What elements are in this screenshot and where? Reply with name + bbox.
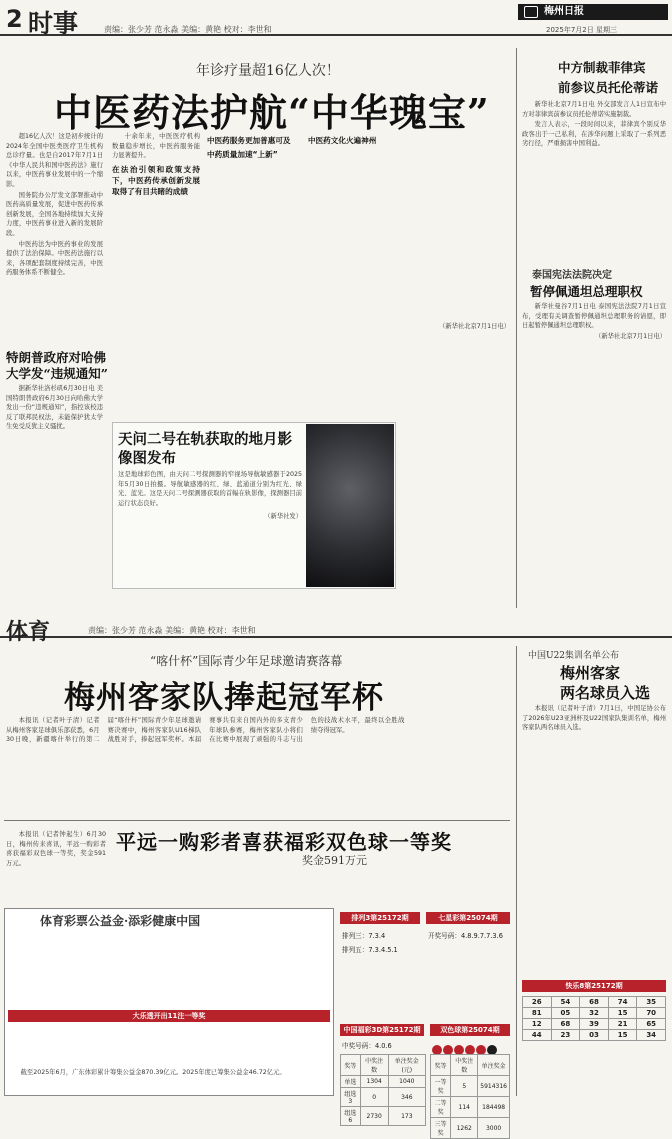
tcm-paragraph: 中医药法为中医药事业的发展提供了法治保障。中医药法施行以来，各项配套制度持续完善，中医药服务体系不断健全。 bbox=[6, 240, 103, 277]
welfare-title: 体育彩票公益金·添彩健康中国 bbox=[40, 914, 201, 928]
tcm-paragraph: 国务院办公厅发文部署推动中医药高质量发展，促进中医药传承创新发展，全国各地持续加大支持力度，中医药事业进入新的发展阶段。 bbox=[6, 191, 103, 237]
kl8-number: 32 bbox=[580, 1008, 609, 1019]
kl8-number: 23 bbox=[551, 1030, 580, 1041]
lottery-text: 本报讯（记者钟起生）6月30日，梅州传来喜讯，平远一购彩者喜获福彩双色球一等奖，奖金591万元。 bbox=[6, 831, 106, 867]
u22-title-2: 梅州客家 bbox=[560, 664, 621, 682]
page-header bbox=[0, 0, 672, 36]
ssq-cell: 5914316 bbox=[478, 1076, 510, 1097]
kl8-number: 44 bbox=[523, 1030, 552, 1041]
sports-editors-line: 责编：张少芳 范永淼 美编：黄艳 校对：李世和 bbox=[88, 626, 256, 635]
harvard-title-2: 大学发“违规通知” bbox=[6, 366, 108, 381]
kl8-number: 54 bbox=[551, 997, 580, 1008]
dateline: 2025年7月2日 星期三 bbox=[546, 26, 617, 34]
tcm-kicker: 年诊疗量超16亿人次！ bbox=[196, 63, 340, 79]
k3-cell: 组选6 bbox=[341, 1107, 361, 1126]
tcm-column-5 bbox=[414, 132, 510, 602]
draw5-numbers: 排列五：7.3.4.5.1 bbox=[342, 946, 398, 954]
photo-caption bbox=[118, 470, 302, 522]
u22-text: 本报讯（记者叶子清）7月1日，中国足协公布了2026年U23亚洲杯及U22国家队集训名单，梅州客家队两名球员入选。 bbox=[522, 705, 666, 732]
k3-cell: 单注奖金(元) bbox=[388, 1055, 425, 1076]
tcm-column-3 bbox=[207, 132, 300, 417]
tcm-subhead: 中药质量加速“上新” bbox=[207, 150, 278, 159]
ssq-cell: 一等奖 bbox=[431, 1076, 451, 1097]
k3-numbers: 中奖号码：4.0.6 bbox=[342, 1042, 392, 1050]
draw3-header: 排列3第25172期 bbox=[340, 912, 420, 924]
kl8-number: 81 bbox=[523, 1008, 552, 1019]
k3-cell: 173 bbox=[388, 1107, 425, 1126]
ssq-cell: 114 bbox=[451, 1097, 478, 1118]
ssq-cell: 奖等 bbox=[431, 1055, 451, 1076]
u22-kicker: 中国U22集训名单公布 bbox=[528, 651, 620, 661]
editors-line: 责编：张少芳 范永淼 美编：黄艳 校对：李世和 bbox=[104, 25, 272, 34]
tcm-subhead: 中医药文化火遍神州 bbox=[308, 136, 377, 145]
harvard-title-1: 特朗普政府对哈佛 bbox=[6, 350, 107, 365]
ssq-cell: 1262 bbox=[451, 1118, 478, 1139]
sports-text: 本报讯（记者叶子清）记者从梅州客家足球俱乐部获悉，6月30日晚，新疆喀什举行的第二届“喀什杯”国际青少年足球邀请赛决赛中，梅州客家队U16梯队战胜对手，捧起冠军奖杯。本届赛事共有来自国内外的多支青少年球队参赛，梅州客家队小将们在比赛中展现了顽强的斗志与出色的技战术水平，最终以全胜战绩夺得冠军。 bbox=[6, 717, 405, 744]
lottery-subhead: 奖金591万元 bbox=[302, 854, 367, 867]
ssq-cell: 3000 bbox=[478, 1118, 510, 1139]
kl8-number: 34 bbox=[637, 1030, 666, 1041]
tcm-column-1 bbox=[6, 132, 103, 342]
masthead bbox=[518, 4, 668, 20]
k3-cell: 奖等 bbox=[341, 1055, 361, 1076]
ssq-table bbox=[430, 1054, 510, 1139]
k3-cell: 346 bbox=[388, 1088, 425, 1107]
kl8-number: 35 bbox=[637, 997, 666, 1008]
sports-header bbox=[0, 616, 672, 645]
photo-title-text: 天问二号在轨获取的地月影像图发布 bbox=[118, 431, 292, 467]
thailand-credit: （新华社北京7月1日电） bbox=[595, 332, 666, 340]
sanction-title-2: 前参议员托伦蒂诺 bbox=[558, 80, 659, 95]
thailand-column bbox=[522, 302, 666, 602]
tcm-subhead: 中医药服务更加普惠可及 bbox=[207, 136, 291, 145]
thailand-title-1: 泰国宪法法院决定 bbox=[532, 270, 612, 281]
sanction-column bbox=[522, 100, 666, 260]
section-rule bbox=[4, 820, 510, 821]
photo-caption-text: 这是地球彩色图，由天问二号探测器的窄视场导航敏感器于2025年5月30日拍摄。导航敏感器的红、绿、蓝通道分别为红光、绿光、蓝光。这是天问二号探测器获取的首幅在轨影像，探测器目前运行状态良好。 bbox=[118, 471, 302, 507]
kl8-number: 74 bbox=[608, 997, 637, 1008]
sports-kicker: “喀什杯”国际青少年足球邀请赛落幕 bbox=[150, 654, 343, 668]
tcm-column-2 bbox=[112, 132, 200, 417]
ssq-cell: 184498 bbox=[478, 1097, 510, 1118]
page-number: 2 bbox=[6, 5, 23, 33]
earth-photo bbox=[306, 424, 394, 587]
lottery-article bbox=[6, 830, 106, 900]
tcm-column-4 bbox=[308, 132, 406, 417]
kl8-number: 26 bbox=[523, 997, 552, 1008]
lottery-headline: 平远一购彩者喜获福彩双色球一等奖 bbox=[116, 830, 452, 854]
kl8-number: 05 bbox=[551, 1008, 580, 1019]
draw3-numbers: 排列三：7.3.4 bbox=[342, 932, 386, 940]
harvard-column bbox=[6, 384, 103, 606]
sports-headline: 梅州客家队捧起冠军杯 bbox=[64, 680, 384, 716]
section-title: 时事 bbox=[28, 9, 79, 38]
tcm-paragraph: 超16亿人次！这是初步统计的2024年全国中医类医疗卫生机构总诊疗量。也是自2017年7月1日《中华人民共和国中医药法》施行以来，中医药事业发展中的一个缩影。 bbox=[6, 133, 103, 188]
sanction-title-1: 中方制裁菲律宾 bbox=[558, 60, 646, 75]
tcm-paragraph: 十余年来，中医医疗机构数量稳步增长，中医药服务能力显著提升。 bbox=[112, 133, 200, 160]
sanction-text: 发言人表示，一段时间以来，菲律宾个别反华政客出于一己私利，在涉华问题上采取了一系列恶劣行径，严重损害中国利益。 bbox=[522, 121, 666, 148]
k3-cell: 1304 bbox=[360, 1076, 388, 1088]
welfare-footer bbox=[8, 1068, 330, 1094]
masthead-name: 梅州日报 bbox=[544, 6, 584, 17]
kl8-number: 12 bbox=[523, 1019, 552, 1030]
ssq-cell: 三等奖 bbox=[431, 1118, 451, 1139]
sports-article bbox=[6, 716, 506, 812]
harvard-text: 据新华社洛杉矶6月30日电 美国特朗普政府6月30日向哈佛大学发出一份“违规通知”，指控该校违反了联邦民权法，未能保护犹太学生免受反犹主义骚扰。 bbox=[6, 385, 103, 431]
ssq-cell: 中奖注数 bbox=[451, 1055, 478, 1076]
kl8-number: 21 bbox=[608, 1019, 637, 1030]
newspaper-logo-icon bbox=[524, 6, 538, 18]
thailand-text: 新华社曼谷7月1日电 泰国宪法法院7月1日宣布，受理有关调查暂停佩通坦总理职务的请愿，即日起暂停佩通坦总理职权。 bbox=[522, 303, 666, 330]
winner-banner: 大乐透开出11注一等奖 bbox=[8, 1010, 330, 1022]
kl8-header: 快乐8第25172期 bbox=[522, 980, 666, 992]
kl8-number: 15 bbox=[608, 1030, 637, 1041]
sanction-text: 新华社北京7月1日电 外交部发言人1日宣布中方对菲律宾前参议员托伦蒂诺实施制裁。 bbox=[522, 101, 666, 118]
u22-column bbox=[522, 704, 666, 976]
k3-cell: 1040 bbox=[388, 1076, 425, 1088]
kl8-number: 68 bbox=[580, 997, 609, 1008]
kl8-number: 03 bbox=[580, 1030, 609, 1041]
kl8-number: 15 bbox=[608, 1008, 637, 1019]
qlc-header: 七星彩第25074期 bbox=[426, 912, 510, 924]
k3-header: 中国福彩3D第25172期 bbox=[340, 1024, 424, 1036]
ssq-cell: 5 bbox=[451, 1076, 478, 1097]
photo-credit: （新华社发） bbox=[264, 513, 302, 521]
ssq-cell: 二等奖 bbox=[431, 1097, 451, 1118]
k3-cell: 组选3 bbox=[341, 1088, 361, 1107]
column-rule bbox=[516, 646, 517, 1096]
k3-cell: 0 bbox=[360, 1088, 388, 1107]
tcm-credit: （新华社北京7月1日电） bbox=[439, 323, 510, 330]
tcm-subhead: 在法治引领和政策支持下，中医药传承创新发展取得了有目共睹的成绩 bbox=[112, 164, 200, 196]
k3-table bbox=[340, 1054, 426, 1126]
kl8-number: 70 bbox=[637, 1008, 666, 1019]
photo-title bbox=[118, 430, 298, 468]
k3-cell: 中奖注数 bbox=[360, 1055, 388, 1076]
qlc-numbers: 开奖号码：4.8.9.7.7.3.6 bbox=[428, 932, 503, 940]
kl8-number: 65 bbox=[637, 1019, 666, 1030]
sports-section-title: 体育 bbox=[6, 620, 51, 645]
tcm-headline: 中医药法护航“中华瑰宝” bbox=[54, 90, 490, 135]
kl8-number: 39 bbox=[580, 1019, 609, 1030]
ssq-cell: 单注奖金 bbox=[478, 1055, 510, 1076]
ssq-header: 双色球第25074期 bbox=[430, 1024, 510, 1036]
column-rule bbox=[516, 48, 517, 608]
kl8-number: 68 bbox=[551, 1019, 580, 1030]
kl8-grid bbox=[522, 996, 666, 1041]
k3-cell: 2730 bbox=[360, 1107, 388, 1126]
welfare-footer-text: 截至2025年6月，广东体彩累计筹集公益金870.39亿元。2025年度已筹集公益金46.72亿元。 bbox=[20, 1069, 286, 1076]
u22-title-3: 两名球员入选 bbox=[560, 684, 651, 702]
k3-cell: 单选 bbox=[341, 1076, 361, 1088]
thailand-title-2: 暂停佩通坦总理职权 bbox=[530, 284, 643, 299]
